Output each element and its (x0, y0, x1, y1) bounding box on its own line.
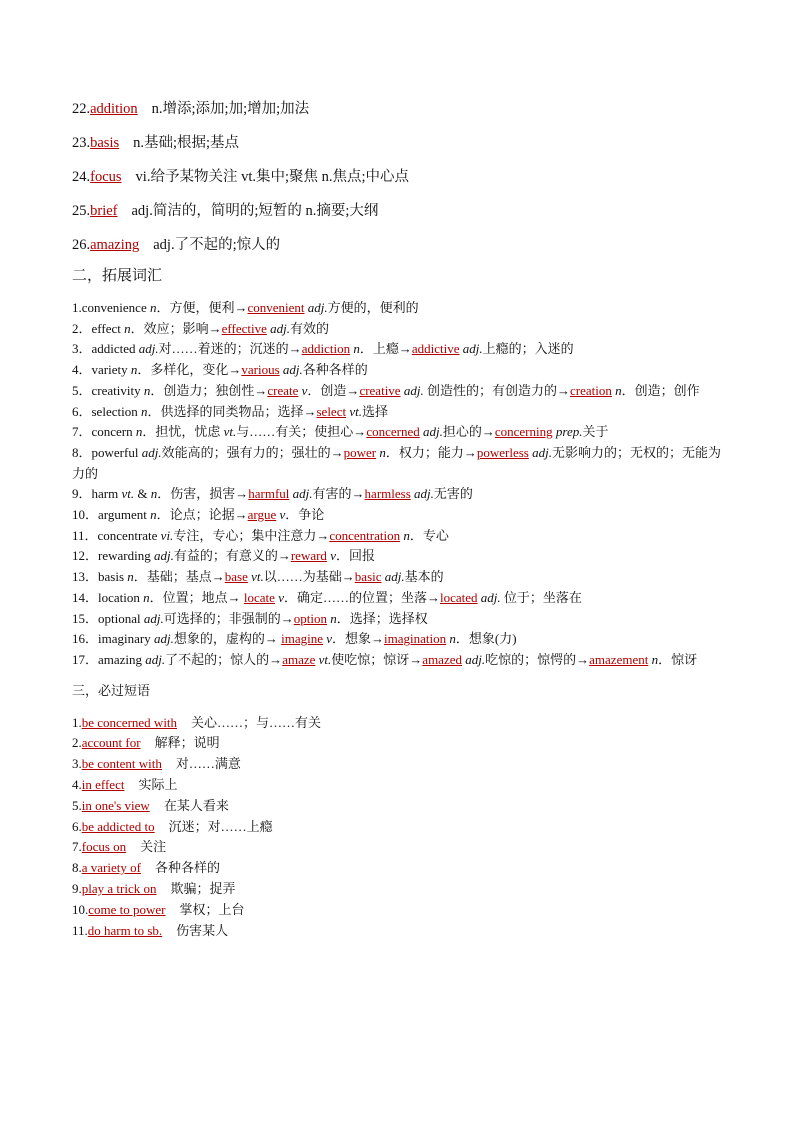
part-of-speech: adj. (307, 300, 328, 315)
answer-word: amazing (90, 237, 140, 253)
entry-text: 使吃惊；惊讶→ (331, 651, 423, 667)
entry-text: 想象的，虚构的→ (173, 631, 282, 647)
extended-vocab-list (72, 298, 732, 671)
extended-vocab-item (72, 567, 732, 588)
answer-word: powerless (476, 444, 529, 460)
answer-phrase: be addicted to (81, 818, 155, 834)
entry-text: ．创造力；独创性→ (150, 382, 268, 398)
entry-text: 上瘾的；入迷的 (482, 341, 574, 357)
entry-text: ．想象(力) (455, 631, 517, 647)
answer-word: create (267, 382, 299, 398)
answer-word: imagination (384, 631, 447, 647)
entry-text: 2．effect (72, 320, 125, 336)
part-of-speech: n (150, 507, 157, 523)
part-of-speech: n (330, 610, 337, 626)
answer-phrase: in one's view (81, 797, 150, 813)
answer-word: brief (90, 203, 118, 219)
part-of-speech: n (135, 424, 143, 440)
phrase-item: 8.a variety of 各种各样的 (72, 860, 220, 876)
answer-word: locate (243, 589, 275, 605)
part-of-speech: n (353, 341, 360, 357)
answer-word: addiction (301, 341, 351, 357)
entry-text: 7．concern (72, 424, 136, 440)
entry-text: 了不起的；惊人的→ (165, 651, 283, 667)
phrase-item: 11.do harm to sb. 伤害某人 (72, 922, 229, 938)
part-of-speech: adj. (462, 341, 483, 357)
extended-vocab-item (72, 588, 732, 609)
entry-text: 13．basis (72, 569, 128, 585)
answer-word: basic (354, 569, 382, 585)
vocab-item: 25.brief adj.简洁的，简明的;短暂的 n.摘要;大纲 (72, 203, 379, 219)
answer-word: harmless (364, 486, 411, 502)
answer-word: amazement (589, 651, 649, 667)
answer-word: select (316, 403, 347, 419)
answer-word: creation (569, 382, 612, 398)
answer-word: basis (90, 135, 120, 151)
answer-word: various (241, 362, 280, 378)
phrase-list (72, 713, 732, 942)
part-of-speech: n (150, 486, 158, 502)
entry-text: ．位置；地点→ (149, 589, 244, 605)
section-heading-phrases: 三，必过短语 (72, 682, 151, 698)
entry-text: ．论点；论据→ (156, 507, 248, 523)
entry-text: 有害的→ (312, 486, 365, 502)
answer-word: power (343, 444, 377, 460)
entry-text: 关于 (582, 424, 609, 440)
entry-text: 以……为基础→ (263, 569, 355, 585)
answer-word: effective (221, 320, 267, 336)
part-of-speech: vt. (121, 486, 135, 502)
answer-word: amazed (422, 651, 462, 667)
entry-text: ．效应；影响→ (130, 320, 222, 336)
entry-text: 效能高的；强有力的；强壮的→ (161, 444, 344, 460)
answer-phrase: be concerned with (81, 714, 178, 730)
answer-word: option (293, 610, 327, 626)
entry-text: & (134, 486, 151, 502)
part-of-speech: adj. (145, 651, 166, 667)
answer-word: convenient (247, 300, 305, 315)
entry-text: 对……着迷的；沉迷的→ (158, 341, 302, 357)
worksheet-page (72, 92, 732, 941)
part-of-speech: adj. (384, 569, 405, 585)
entry-text: ．供选择的同类物品；选择→ (147, 403, 317, 419)
part-of-speech: adj. (403, 382, 424, 398)
extended-vocab-item (72, 505, 732, 526)
extended-vocab-item (72, 609, 732, 630)
entry-text: ．多样化，变化→ (137, 362, 242, 378)
part-of-speech: n (615, 382, 622, 398)
entry-text: 16．imaginary (72, 631, 154, 647)
phrase-item: 10.come to power 掌权；上台 (72, 901, 245, 917)
answer-phrase: a variety of (81, 860, 141, 876)
entry-text: 无害的 (433, 486, 473, 502)
entry-text: 与……有关；使担心→ (236, 424, 367, 440)
answer-word: base (224, 569, 248, 585)
part-of-speech: n (379, 444, 386, 460)
extended-vocab-item (72, 526, 732, 547)
answer-phrase: do harm to sb. (87, 922, 163, 938)
entry-text: 位于；坐落在 (500, 589, 582, 605)
answer-phrase: in effect (81, 777, 125, 793)
answer-word: harmful (248, 486, 290, 502)
part-of-speech: vt. (318, 651, 332, 667)
extended-vocab-item (72, 546, 732, 567)
entry-text: 有效的 (289, 320, 329, 336)
part-of-speech: vt. (251, 569, 264, 585)
entry-text: ．回报 (335, 548, 375, 564)
entry-text: 4．variety (72, 362, 131, 378)
entry-text: 有益的；有意义的→ (173, 548, 291, 564)
phrase-item: 1.be concerned with 关心……；与……有关 (72, 714, 322, 730)
part-of-speech: adj. (143, 610, 164, 626)
phrase-item: 5.in one's view 在某人看来 (72, 797, 229, 813)
phrase-item: 9.play a trick on 欺骗；捉弄 (72, 881, 236, 897)
entry-text: 15．optional (72, 610, 144, 626)
entry-text: ．创造→ (307, 382, 360, 398)
vocab-item: 22.addition n.增添;添加;加;增加;加法 (72, 101, 310, 117)
entry-text: ．选择；选择权 (336, 610, 428, 626)
part-of-speech: n (140, 403, 148, 419)
part-of-speech: vi. (160, 527, 174, 543)
part-of-speech: vt. (349, 403, 362, 419)
entry-text: 吃惊的；惊愕的→ (485, 651, 590, 667)
part-of-speech: vt. (223, 424, 237, 440)
answer-phrase: focus on (81, 839, 127, 855)
entry-text: ．权力；能力→ (385, 444, 477, 460)
part-of-speech: adj. (138, 341, 159, 357)
part-of-speech: v (330, 548, 336, 564)
part-of-speech: adj. (270, 320, 290, 336)
part-of-speech: prep. (555, 424, 583, 440)
entry-text: 各种各样的 (302, 362, 368, 378)
entry-text: 17．amazing (72, 651, 146, 667)
part-of-speech: v (279, 507, 286, 523)
part-of-speech: adj. (465, 651, 486, 667)
extended-vocab-item (72, 484, 732, 505)
entry-text: 1.convenience (72, 300, 150, 315)
entry-text: ．伤害，损害→ (157, 486, 249, 502)
entry-text: ．创造；创作 (621, 382, 700, 398)
vocab-list (72, 92, 732, 262)
extended-vocab-item (72, 402, 732, 423)
answer-word: argue (247, 507, 277, 523)
entry-text: 方便的，便利的 (327, 300, 419, 315)
part-of-speech: adj. (292, 486, 313, 502)
entry-text: ．争论 (285, 507, 325, 523)
part-of-speech: n (143, 382, 151, 398)
part-of-speech: n (130, 362, 138, 378)
entry-text: ．想象→ (332, 631, 385, 647)
extended-vocab-item (72, 319, 732, 340)
part-of-speech: adj. (141, 444, 162, 460)
entry-text: 10．argument (72, 507, 151, 523)
entry-text: 14．location (72, 589, 144, 605)
part-of-speech: n (143, 589, 150, 605)
answer-word: focus (90, 169, 122, 185)
part-of-speech: n (124, 320, 131, 336)
entry-text: 基本的 (404, 569, 444, 585)
part-of-speech: adj. (414, 486, 434, 502)
vocab-item: 26.amazing adj.了不起的;惊人的 (72, 237, 281, 253)
part-of-speech: n (127, 569, 134, 585)
answer-word: imagine (281, 631, 323, 647)
answer-phrase: account for (81, 735, 141, 751)
entry-text: ．上瘾→ (359, 341, 412, 357)
extended-vocab-item (72, 381, 732, 402)
entry-text: 无影响力的；无权的；无能为力的 (72, 444, 721, 481)
entry-text: 创造性的；有创造力的→ (423, 382, 570, 398)
entry-text: 可选择的；非强制的→ (163, 610, 294, 626)
section-heading-extended-vocab: 二，拓展词汇 (72, 266, 163, 284)
entry-text: 5．creativity (72, 382, 144, 398)
answer-word: amaze (282, 651, 316, 667)
part-of-speech: adj. (153, 631, 174, 647)
entry-text: 选择 (361, 403, 388, 419)
extended-vocab-item (72, 298, 732, 319)
answer-word: creative (359, 382, 401, 398)
phrase-item: 7.focus on 关注 (72, 839, 167, 855)
entry-text: ．确定……的位置；坐落→ (283, 589, 440, 605)
entry-text: 专注，专心；集中注意力→ (173, 527, 330, 543)
answer-word: located (440, 589, 478, 605)
entry-text: 6．selection (72, 403, 141, 419)
extended-vocab-item (72, 339, 732, 360)
part-of-speech: adj. (282, 362, 303, 378)
vocab-item: 24.focus vi.给予某物关注 vt.集中;聚焦 n.焦点;中心点 (72, 169, 410, 185)
part-of-speech: n (651, 651, 659, 667)
extended-vocab-item (72, 629, 732, 650)
part-of-speech: adj. (422, 424, 443, 440)
part-of-speech: n (403, 527, 410, 543)
phrase-item: 3.be content with 对……满意 (72, 756, 241, 772)
part-of-speech: n (149, 300, 157, 315)
phrase-item: 6.be addicted to 沉迷；对……上瘾 (72, 818, 273, 834)
extended-vocab-item (72, 360, 732, 381)
part-of-speech: v (278, 589, 284, 605)
entry-text: ．基础；基点→ (133, 569, 225, 585)
part-of-speech: v (326, 631, 333, 647)
entry-text: 11．concentrate (72, 527, 161, 543)
entry-text: ．专心 (409, 527, 449, 543)
part-of-speech: n (449, 631, 456, 647)
answer-phrase: play a trick on (81, 881, 157, 897)
answer-phrase: be content with (81, 756, 162, 772)
entry-text: ．担忧，忧虑 (142, 424, 224, 440)
answer-phrase: come to power (88, 901, 166, 917)
extended-vocab-item (72, 422, 732, 443)
extended-vocab-item (72, 650, 732, 671)
extended-vocab-item (72, 443, 732, 484)
entry-text: ．惊讶 (658, 651, 698, 667)
part-of-speech: v (301, 382, 308, 398)
entry-text: ．方便，便利→ (156, 300, 248, 315)
entry-text: 担心的→ (442, 424, 495, 440)
part-of-speech: adj. (480, 589, 501, 605)
entry-text: 12．rewarding (72, 548, 154, 564)
answer-word: concerned (366, 424, 420, 440)
entry-text: 3．addicted (72, 341, 139, 357)
entry-text: 8．powerful (72, 444, 142, 460)
answer-word: concentration (329, 527, 401, 543)
phrase-item: 2.account for 解释；说明 (72, 735, 220, 751)
answer-word: reward (290, 548, 327, 564)
entry-text: 9．harm (72, 486, 122, 502)
vocab-item: 23.basis n.基础;根据;基点 (72, 135, 240, 151)
answer-word: addictive (411, 341, 460, 357)
answer-word: addition (90, 101, 138, 117)
part-of-speech: adj. (153, 548, 174, 564)
part-of-speech: adj. (532, 444, 552, 460)
answer-word: concerning (494, 424, 553, 440)
phrase-item: 4.in effect 实际上 (72, 777, 178, 793)
